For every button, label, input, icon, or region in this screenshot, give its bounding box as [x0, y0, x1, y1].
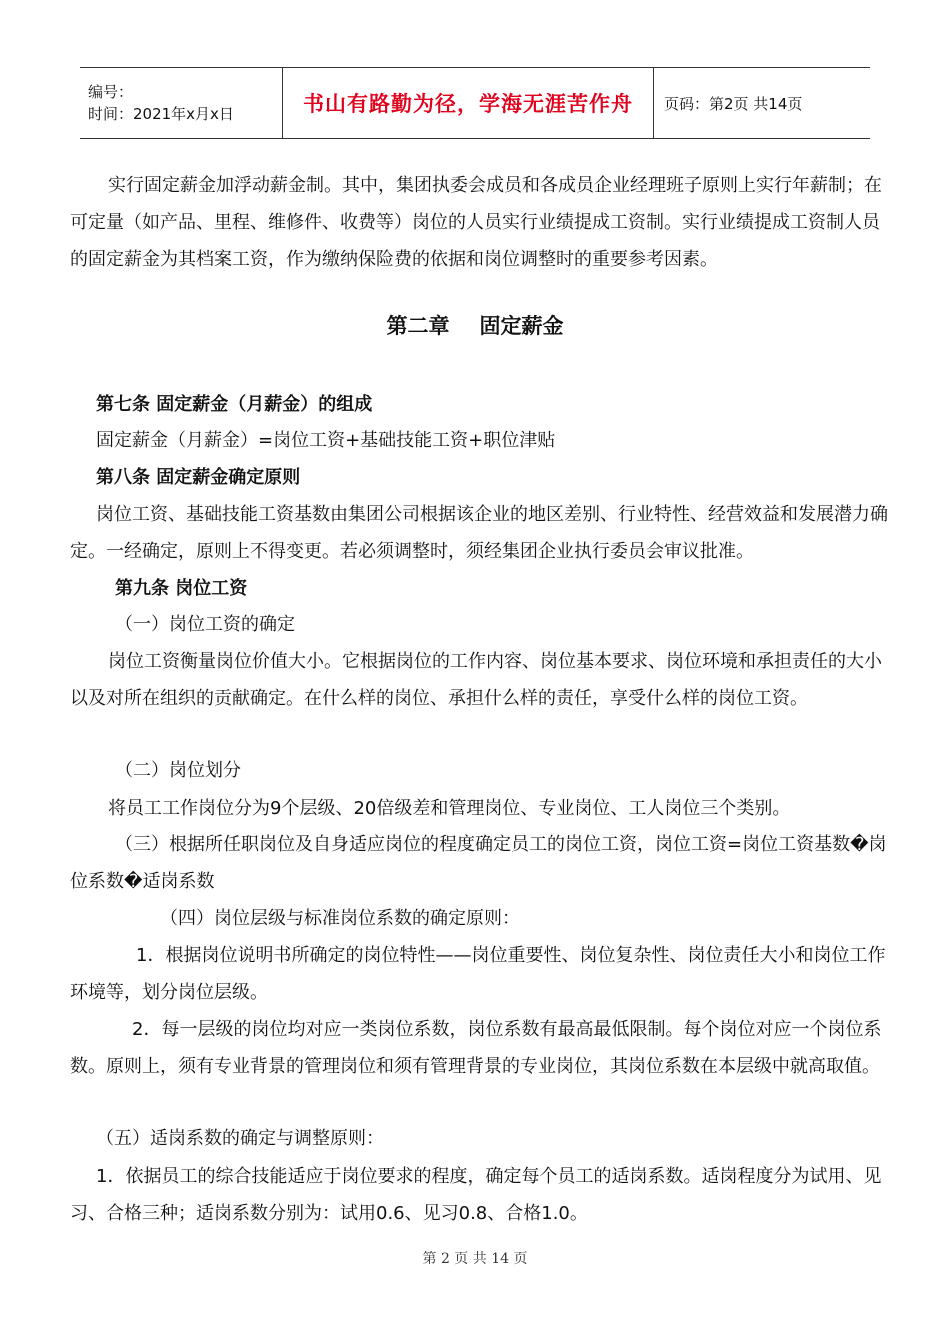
section-4-item-1: 1．根据岗位说明书所确定的岗位特性——岗位重要性、岗位复杂性、岗位责任大小和岗位工作环境等，划分岗位层级。 [70, 945, 886, 1003]
section-1-title: （一）岗位工资的确定 [115, 614, 295, 635]
intro-paragraph: 实行固定薪金加浮动薪金制。其中，集团执委会成员和各成员企业经理班子原则上实行年薪制；在可定量（如产品、里程、维修件、收费等）岗位的人员实行业绩提成工资制。实行业绩提成工资制人员的固定薪金为其档案工资，作为缴纳保险费的依据和岗位调整时的重要参考因素。 [70, 175, 882, 270]
article-7-text: 固定薪金（月薪金）=岗位工资+基础技能工资+职位津贴 [96, 430, 556, 451]
header-page-number: 页码：第2页 共14页 [664, 94, 803, 113]
section-4-item-2: 2．每一层级的岗位均对应一类岗位系数，岗位系数有最高最低限制。每个岗位对应一个岗位系数。原则上，须有专业背景的管理岗位和须有管理背景的专业岗位，其岗位系数在本层级中就高取值。 [70, 1019, 882, 1077]
section-5-title: （五）适岗系数的确定与调整原则： [96, 1128, 384, 1149]
article-8-text: 岗位工资、基础技能工资基数由集团公司根据该企业的地区差别、行业特性、经营效益和发展潜力确定。一经确定，原则上不得变更。若必须调整时，须经集团企业执行委员会审议批准。 [70, 504, 888, 562]
document-date: 时间：2021年x月x日 [88, 105, 234, 123]
page-header [80, 67, 870, 139]
section-5-item-1: 1．依据员工的综合技能适应于岗位要求的程度，确定每个员工的适岗系数。适岗程度分为试用、见习、合格三种；适岗系数分别为：试用0.6、见习0.8、合格1.0。 [70, 1166, 882, 1224]
article-8-title: 第八条 固定薪金确定原则 [96, 467, 301, 488]
chapter-heading [0, 310, 950, 340]
header-page-cell [654, 68, 870, 138]
article-9-title: 第九条 岗位工资 [115, 578, 248, 599]
document-number: 编号： [88, 83, 134, 101]
section-2-text: 将员工工作岗位分为9个层级、20倍级差和管理岗位、专业岗位、工人岗位三个类别。 [108, 798, 791, 819]
section-2-title: （二）岗位划分 [115, 760, 241, 781]
chapter-title: 固定薪金 [479, 314, 564, 338]
page-footer: 第 2 页 共 14 页 [422, 1251, 528, 1267]
header-meta [80, 68, 282, 138]
section-4-title: （四）岗位层级与标准岗位系数的确定原则： [160, 908, 520, 929]
motto: 书山有路勤为径，学海无涯苦作舟 [303, 92, 633, 116]
header-motto-cell [282, 68, 654, 138]
section-3-text: （三）根据所任职岗位及自身适应岗位的程度确定员工的岗位工资，岗位工资=岗位工资基数�岗位系数�适岗系数 [70, 834, 887, 892]
section-1-text: 岗位工资衡量岗位价值大小。它根据岗位的工作内容、岗位基本要求、岗位环境和承担责任的大小以及对所在组织的贡献确定。在什么样的岗位、承担什么样的责任，享受什么样的岗位工资。 [70, 651, 882, 709]
chapter-number: 第二章 [386, 314, 450, 338]
article-7-title: 第七条 固定薪金（月薪金）的组成 [96, 394, 373, 415]
